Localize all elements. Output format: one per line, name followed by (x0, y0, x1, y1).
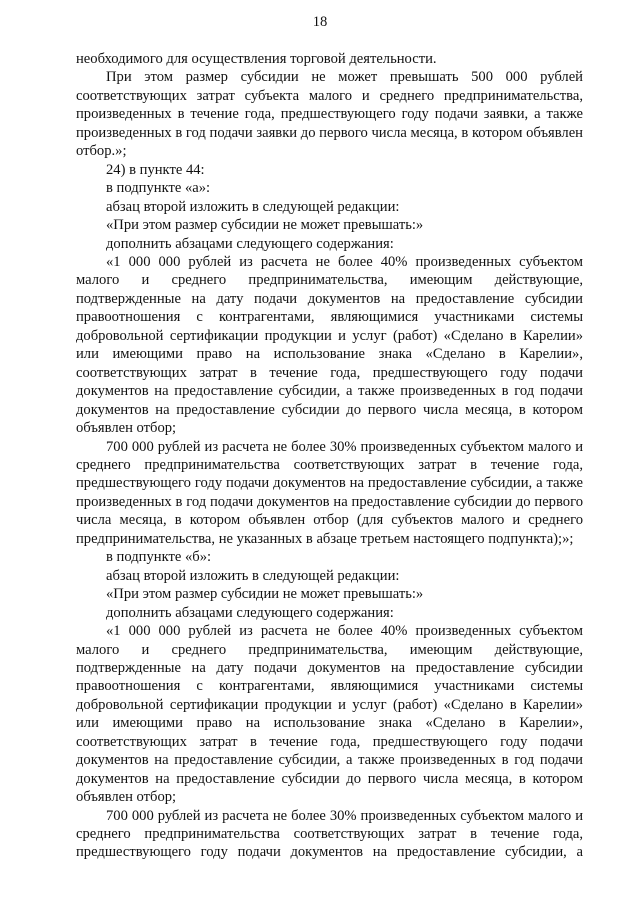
paragraph-continuation: необходимого для осуществления торговой деятельности. (76, 51, 437, 67)
document-body (76, 50, 583, 862)
paragraph-700k-b: 700 000 рублей из расчета не более 30% произведенных субъектом малого и среднего предпринимательства соответствующих затрат в течение года, предшествующего году подачи документов на предоставление субсидии, а (76, 807, 583, 861)
paragraph-new-wording-b: «При этом размер субсидии не может превышать:» (106, 586, 424, 603)
paragraph-subitem-b: в подпункте «б»: (106, 549, 212, 566)
paragraph-second-abzac-a: абзац второй изложить в следующей редакции: (106, 198, 400, 215)
paragraph-subitem-a: в подпункте «а»: (106, 180, 211, 197)
paragraph-million-a: «1 000 000 рублей из расчета не более 40% произведенных субъектом малого и среднего предпринимательства, имеющим действующие, подтвержденные на дату подачи документов на предоставление субсидии правоотношения с контрагентами, являющимися участниками системы добровольной сертификации продукции и услуг (работ) «Сделано в Карелии» или имеющими право на использование знака «Сделано в Карелии», соответствующих затрат в течение года, предшествующего году подачи документов на предоставление субсидии, а также произведенных в год подачи документов на предоставление субсидии до первого числа месяца, в котором объявлен отбор; (76, 253, 583, 437)
paragraph-million-b: «1 000 000 рублей из расчета не более 40% произведенных субъектом малого и среднего предпринимательства, имеющим действующие, подтвержденные на дату подачи документов на предоставление субсидии правоотношения с контрагентами, являющимися участниками системы добровольной сертификации продукции и услуг (работ) «Сделано в Карелии» или имеющими право на использование знака «Сделано в Карелии», соответствующих затрат в течение года, предшествующего году подачи документов на предоставление субсидии, а также произведенных в год подачи документов на предоставление субсидии до первого числа месяца, в котором объявлен отбор; (76, 623, 583, 806)
paragraph-second-abzac-b: абзац второй изложить в следующей редакции: (106, 567, 400, 584)
paragraph-new-wording-a: «При этом размер субсидии не может превышать:» (106, 217, 424, 234)
page-number: 18 (312, 14, 328, 30)
paragraph-700k-a: 700 000 рублей из расчета не более 30% произведенных субъектом малого и среднего предпринимательства соответствующих затрат в течение года, предшествующего году подачи документов на предоставление субсидии, а также произведенных в год подачи документов на предоставление субсидии до первого числа месяца, в котором объявлен отбор (для субъектов малого и среднего предпринимательства, не указанных в абзаце третьем настоящего подпункта);»; (76, 438, 583, 547)
paragraph-supplement-a: дополнить абзацами следующего содержания: (106, 235, 394, 252)
paragraph-item-24: 24) в пункте 44: (106, 161, 205, 178)
paragraph-supplement-b: дополнить абзацами следующего содержания: (106, 604, 394, 621)
paragraph-subsidy-limit: При этом размер субсидии не может превышать 500 000 рублей соответствующих затрат субъекта малого и среднего предпринимательства, произведенных в течение года, предшествующего году подачи заявки, а также произведенных в год подачи заявки до первого числа месяца, в котором объявлен отбор.»; (76, 69, 583, 160)
